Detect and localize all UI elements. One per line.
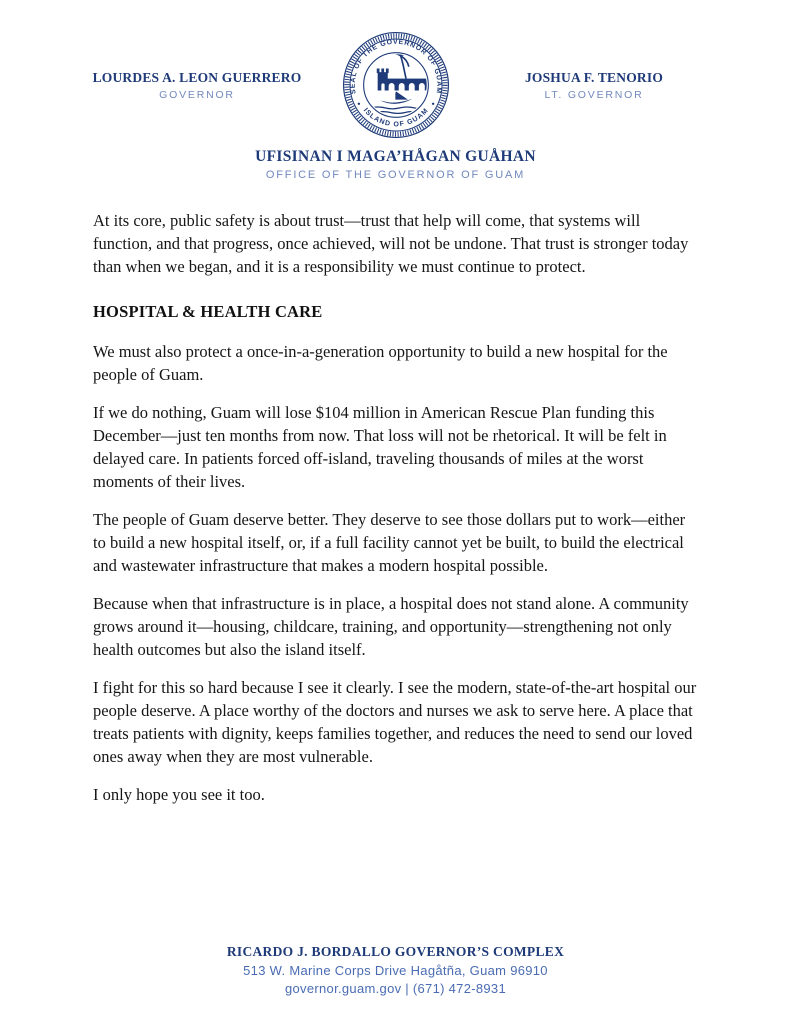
letterhead-header [0, 0, 791, 140]
lt-governor-name: JOSHUA F. TENORIO [524, 69, 664, 85]
paragraph: The people of Guam deserve better. They deserve to see those dollars put to work—either to build a new hospital itself, or, if a full facility cannot yet be built, to build the electrical and wastewater infrastructure that makes a modern hospital possible. [93, 510, 686, 575]
seal-ring-text-bottom: ISLAND OF GUAM [361, 107, 430, 129]
boat-icon [380, 91, 412, 103]
paragraph: If we do nothing, Guam will lose $104 million in American Rescue Plan funding this December—just ten months from now. That loss will not be rhetorical. It will be felt in delayed care. In patients forced off-island, traveling thousands of miles at the worst moments of their lives. [93, 403, 667, 491]
bridge-icon [385, 79, 427, 91]
paragraph: Because when that infrastructure is in place, a hospital does not stand alone. A community grows around it—housing, childcare, training, and opportunity—strengthening not only health outcomes but also the island itself. [93, 594, 689, 659]
paragraph: I only hope you see it too. [93, 785, 265, 804]
paragraph: I fight for this so hard because I see it clearly. I see the modern, state-of-the-art hospital our people deserve. A place worthy of the doctors and nurses we ask to serve here. A place that treats patients with dignity, keeps families together, and reduces the need to send our loved ones away when they are most vulnerable. [93, 678, 697, 766]
office-title-chamorro: UFISINAN I MAGA’HÅGAN GUÅHAN [255, 148, 536, 165]
governor-of-guam-seal-icon [341, 30, 451, 140]
footer-contact: governor.guam.gov | (671) 472-8931 [285, 981, 506, 996]
letterhead-footer [0, 944, 791, 996]
office-title [0, 148, 791, 181]
document-body [93, 209, 699, 806]
paragraph: We must also protect a once-in-a-generation opportunity to build a new hospital for the people of Guam. [93, 342, 668, 384]
lt-governor-role: LT. GOVERNOR [544, 88, 644, 101]
governor-role: GOVERNOR [159, 88, 235, 101]
seal-ring-text-top: SEAL OF THE GOVERNOR OF GUAM [349, 38, 442, 95]
section-heading: HOSPITAL & HEALTH CARE [93, 302, 323, 321]
paragraph: At its core, public safety is about trust—trust that help will come, that systems will function, and that progress, once achieved, will not be undone. That trust is stronger today than when we began, and it is a responsibility we must continue to protect. [93, 211, 689, 276]
governor-block [55, 70, 340, 101]
seal-container [340, 30, 452, 140]
office-title-english: OFFICE OF THE GOVERNOR OF GUAM [265, 169, 526, 181]
footer-complex-name: RICARDO J. BORDALLO GOVERNOR’S COMPLEX [226, 944, 565, 959]
governor-name: LOURDES A. LEON GUERRERO [92, 69, 302, 85]
footer-address: 513 W. Marine Corps Drive Hagåtña, Guam 96910 [243, 963, 548, 978]
lt-governor-block [452, 70, 737, 101]
